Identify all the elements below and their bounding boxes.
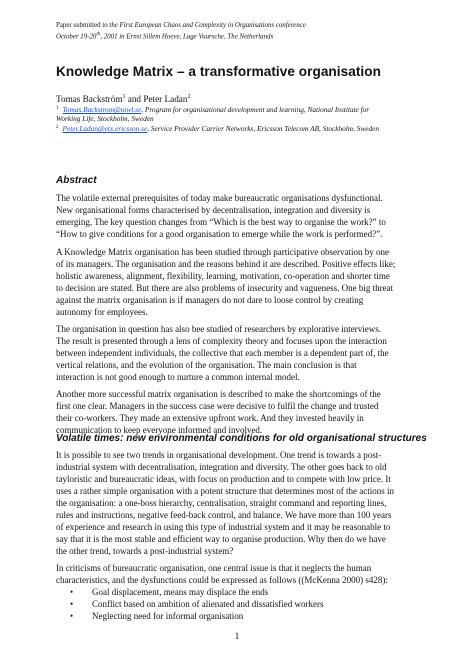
affiliation-footnotes xyxy=(56,104,420,134)
author-line: Tomas Backström$^1$ and Peter Ladan$^2$ xyxy=(56,94,191,104)
abstract-paragraph-1: The volatile external prerequisites of today make bureaucratic organisations dysfunctional. New organisational forms characterised by decentralisation, integration and diversity is emerging. The key question changes from “Which is the best way to organise the work?” to “How to give conditions for a good organisation to emerge while the work is performed?”. xyxy=(56,193,386,239)
paper-title: Knowledge Matrix – a transformative organisation xyxy=(56,64,381,79)
affiliation-2: $^2$ Peter.Ladan@etx.ericsson.se, Service Provider Carrier Networks, Ericsson Telecom AB, Stockholm, Sweden xyxy=(56,124,380,134)
list-item: Neglecting need for informal organisation xyxy=(92,611,244,621)
abstract-heading: Abstract xyxy=(56,175,97,186)
email-link-2[interactable]: Peter.Ladan@etx.ericsson.se xyxy=(62,124,148,134)
email-link-1[interactable]: Tomas.Backstrom@niwl.se xyxy=(62,105,142,114)
submission-note xyxy=(56,21,436,42)
submission-note-line-1: Paper submitted to the First European Chaos and Complexity in Organisations conference xyxy=(56,22,306,29)
section-paragraph-1: It is possible to see two trends in organisational development. One trend is towards a post- industrial system with decentralisation, integration and diversity. The other goes back to old tayloristic and bureaucratic ideas, with focus on production and to compete with low price. It uses a rather simple organisation with a potent structure that determines most of the actions in the organisation: a one-boss hierarchy, centralisation, straight command and reporting lines, rules and instructions, negative feed-back control, and balance. We have more than 100 years of experience and research in using this type of industrial system and it may be reasonable to say that it is the most stable and efficient way to organise production. Why then do we have the other trend, towards a post-industrial system? xyxy=(56,450,395,556)
section-paragraph-2: In criticisms of bureaucratic organisation, one central issue is that it neglects the human characteristics, and the dysfunctions could be expressed as follows ((McKenna 2000) s428): xyxy=(56,563,388,585)
bullet-marker: • xyxy=(70,599,74,609)
bullet-marker: • xyxy=(70,587,74,597)
abstract-paragraph-3: The organisation in question has also bee studied of researchers by explorative interviews. The result is presented through a lens of complexity theory and focuses upon the interaction between independent individuals, the collective that each member is a dependent part of, the vertical relations, and the evolution of the organisation. The main conclusion is that interaction is not good enough to nurture a common internal model. xyxy=(56,324,389,382)
abstract-paragraph-2: A Knowledge Matrix organisation has been studied through participative observation by one of its managers. The organisation and the reasons behind it are described. Positive effects like; holistic awareness, alignment, flexibility, learning, motivation, co-operation and shorter time to decision are stated. But there are also problems of insecurity and vagueness. One big threat against the matrix organisation is if managers do not dare to loose control by creating autonomy for employees. xyxy=(56,247,396,317)
affiliation-1: $^1$ Tomas.Backstrom@niwl.se, Program for organisational development and learning, National Institute for xyxy=(56,105,370,114)
submission-note-line-2: October 19-20th, 2001 in Ernst Sillem Hoeve, Lage Vuursche, The Netherlands xyxy=(56,32,274,41)
abstract-paragraph-4: Another more successful matrix organisation is described to make the shortcomings of the first one clear. Managers in the success case were decisive to fulfil the change and trusted their co-workers. They made an extensive upfront work. And they invested heavily in communication to keep everyone informed and involved. xyxy=(56,389,381,435)
affiliation-1-cont: Working Life, Stockholm, Sweden xyxy=(56,114,154,124)
list-item: Goal displacement, means may displace the ends xyxy=(92,587,269,597)
section-heading: Volatile times: new environmental conditions for old organisational structures xyxy=(56,433,427,444)
bullet-marker: • xyxy=(70,611,74,621)
page-number: 1 xyxy=(234,631,240,641)
list-item: Conflict based on ambition of alienated and dissatisfied workers xyxy=(92,599,324,609)
